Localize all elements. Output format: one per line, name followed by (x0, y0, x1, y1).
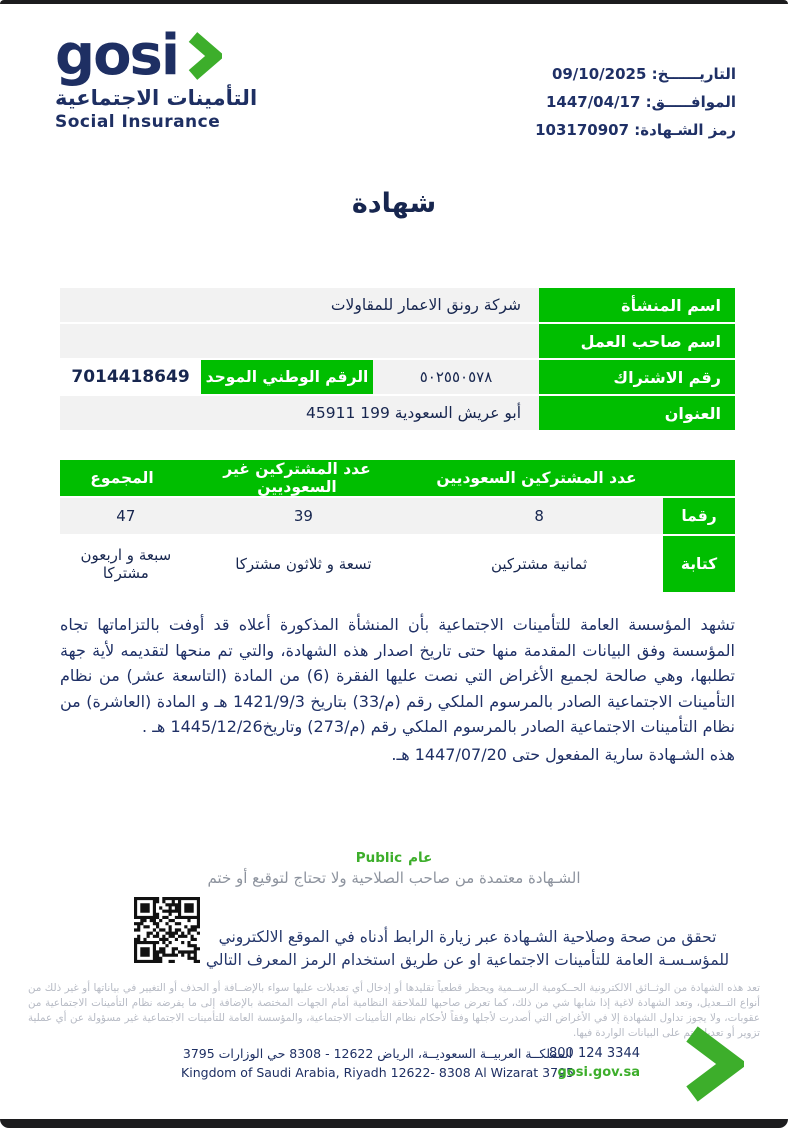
page-bottom-edge (0, 1119, 788, 1128)
footer-address-english: Kingdom of Saudi Arabia, Riyadh 12622- 8308 Al Wizarat 3795 (181, 1065, 574, 1080)
footer-website: gosi.gov.sa (557, 1065, 640, 1080)
nonsaudi-count-numeric: 39 (192, 498, 416, 534)
table-row-subscription-number (60, 360, 735, 394)
unified-number-block (60, 360, 373, 394)
footer-address-arabic: المملكــة العربيــة السعوديــة، الرياض 12622 - 8308 حي الوزارات 3795 (182, 1046, 573, 1061)
footer-phone: 800 124 3344 (549, 1046, 640, 1061)
nonsaudi-count-written: تسعة و ثلاثون مشتركا (192, 536, 416, 592)
page-top-edge (0, 0, 788, 4)
unified-number-label: الرقم الوطني الموحد (201, 360, 373, 394)
footer-contact (549, 1044, 640, 1082)
header-corner-cell (663, 460, 735, 496)
certificate-code-line (535, 116, 736, 144)
total-count-numeric: 47 (60, 498, 192, 534)
classification-badge (0, 850, 788, 866)
hijri-date-line (535, 88, 736, 116)
date-value: 09/10/2025 (551, 65, 647, 83)
row-label-written: كتابة (663, 536, 735, 592)
row-label: اسم المنشأة (539, 288, 735, 322)
header-saudi-count: عدد المشتركين السعوديين (436, 469, 637, 487)
brand-name-arabic: التأمينات الاجتماعية (55, 86, 258, 110)
validity-statement: هذه الشـهادة سارية المفعول حتى 1447/07/20 هـ. (391, 745, 735, 764)
total-count-written: سبعة و اربعون مشتركا (60, 536, 192, 592)
header-nonsaudi-count: عدد المشتركين غير السعوديين (223, 460, 371, 496)
certificate-meta (535, 60, 736, 144)
gosi-wordmark: gosi (55, 23, 179, 88)
gosi-chevron-icon (188, 31, 222, 81)
gregorian-date-line (535, 60, 736, 88)
hijri-label: الموافـــــق: (645, 93, 736, 111)
qr-code-image (134, 897, 200, 963)
gosi-logo (55, 23, 258, 132)
subscribers-header-row (60, 460, 735, 496)
subscribers-table (60, 460, 735, 594)
table-row-employer-name (60, 324, 735, 358)
hijri-value: 1447/04/17 (545, 93, 641, 111)
certificate-code-label: رمز الشـهادة: (634, 121, 736, 139)
legal-disclaimer: تعد هذه الشهادة من الوثــائق الالكترونية الحــكومية الرســمية ويحظر قطعياً تقليدها أو إدخال أي تعديلات عليها سواء بالإضــافة أو الحذف أو التغيير في بياناتها أو غير ذلك من أنواع التــعديل، وتعد الشهادة لاغية إذا شابها شي من ذلك، كما تعرض صاحبها للملاحقة النظامية أمام الجهات المختصة بالإضافة إلى ما يفرضه نظام التأمينات الاجتماعية من عقوبات، ولا يجوز تداول الشهادة إلا في الأغراض التي أصدرت لأجلها وفقاً لأحكام نظام التأمينات الاجتماعية، والمؤسسة العامة للتأمينات الاجتماعية غير مسؤولة عن أي عملية تزوير أو تعديل تتم على البيانات الواردة فيها. (28, 982, 760, 1039)
row-label-numeric: رقما (663, 498, 735, 534)
row-value (60, 324, 539, 358)
saudi-count-numeric: 8 (415, 498, 663, 534)
date-label: التاريــــــخ: (651, 65, 736, 83)
footer-address (150, 1044, 605, 1082)
certificate-code-value: 103170907 (535, 121, 630, 139)
row-label: العنوان (539, 396, 735, 430)
header-total: المجموع (90, 469, 154, 487)
qr-code (134, 897, 200, 963)
row-label: اسم صاحب العمل (539, 324, 735, 358)
unified-number-value: 7014418649 (71, 367, 190, 387)
classification-arabic: عام (408, 850, 433, 866)
subscription-number-value: ٥٠٢٥٥٠٥٧٨ (373, 360, 539, 394)
subscribers-numeric-row (60, 498, 735, 534)
table-row-establishment-name (60, 288, 735, 322)
brand-name-english: Social Insurance (55, 112, 221, 132)
table-row-address (60, 396, 735, 430)
row-value: أبو عريش السعودية 199 45911 (60, 396, 539, 430)
certificate-title: شهادة (351, 188, 437, 219)
saudi-count-written: ثمانية مشتركين (415, 536, 663, 592)
row-value: شركة رونق الاعمار للمقاولات (60, 288, 539, 322)
verification-instructions: تحقق من صحة وصلاحية الشـهادة عبر زيارة الرابط أدناه في الموقع الالكتروني للمؤسـسـة العامة للتأمينات الاجتماعية او عن طريق استخدام الرمز المعرف التالي (205, 928, 730, 969)
row-label: رقم الاشتراك (539, 360, 735, 394)
footer-chevron-icon (682, 1026, 744, 1102)
subscribers-written-row (60, 536, 735, 592)
classification-english: Public (355, 850, 403, 866)
establishment-table (60, 288, 735, 432)
certificate-body-paragraph: تشهد المؤسسة العامة للتأمينات الاجتماعية بأن المنشأة المذكورة أعلاه قد أوفت بالتزاماتها تجاه المؤسسة وفق البيانات المقدمة منها حتى تاريخ اصدار هذه الشهادة، والتي تم منحها لتقديمه لأية جهة تطلبها، وهي صالحة لجميع الأغراض التي نصت عليها الفقرة (6) من المادة (التاسعة عشر) من نظام التأمينات الاجتماعية الصادر بالمرسوم الملكي رقم (م/33) بتاريخ 1421/9/3 هـ و المادة (العاشرة) من نظام التأمينات الاجتماعية الصادر بالمرسوم الملكي رقم (م/273) وتاريخ1445/12/26 هـ . (60, 615, 736, 736)
approval-note: الشـهادة معتمدة من صاحب الصلاحية ولا تحتاج لتوقيع أو ختم (207, 869, 581, 887)
